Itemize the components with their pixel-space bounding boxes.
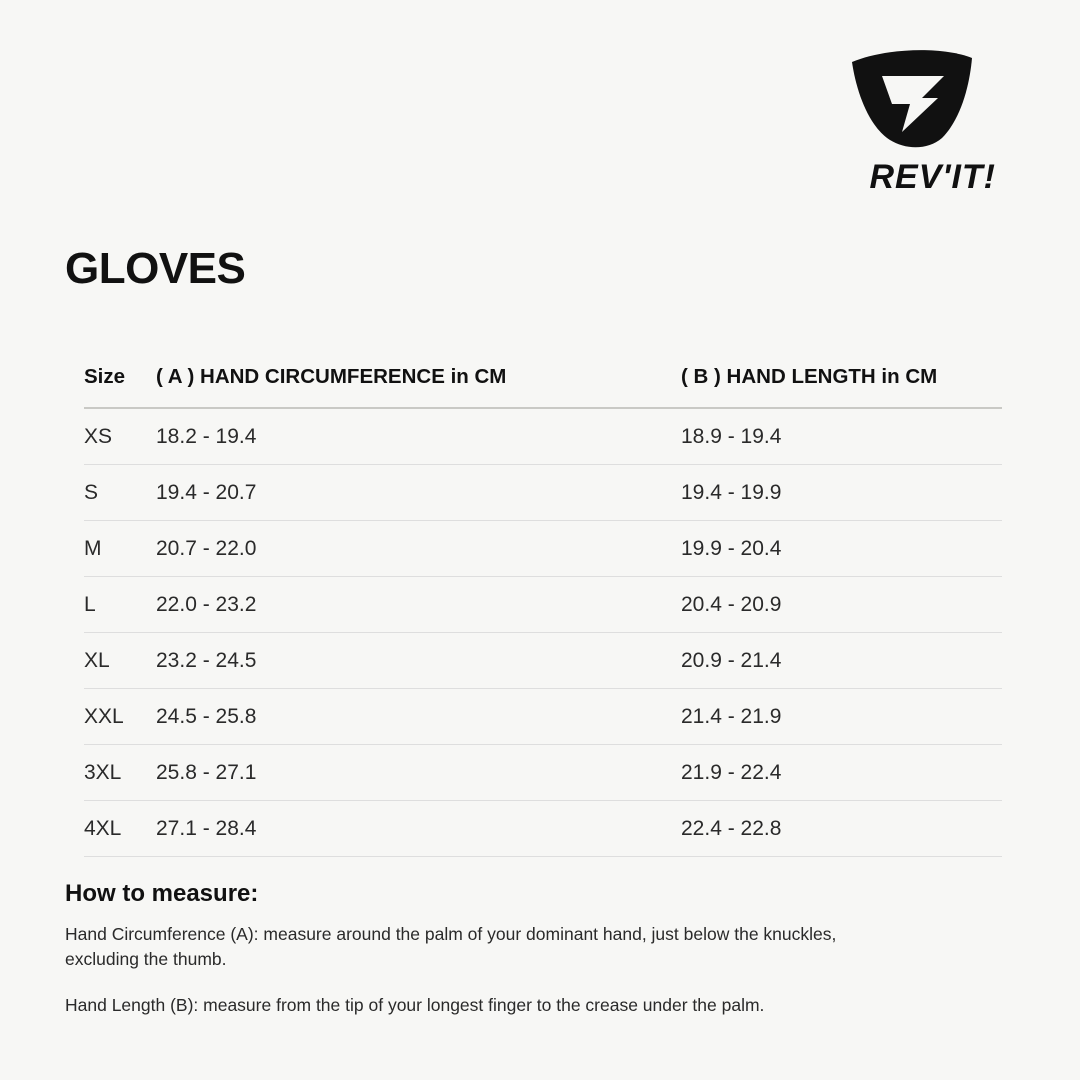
table-row [84,633,1002,689]
cell-size: XL [84,633,156,689]
brand-wordmark: REV'IT! [869,158,996,196]
size-chart-table [84,365,1002,857]
how-to-measure-paragraph-a: Hand Circumference (A): measure around the palm of your dominant hand, just below the knuckles, excluding the thumb. [65,924,837,970]
table-row [84,408,1002,465]
cell-size: M [84,521,156,577]
table-row [84,801,1002,857]
how-to-measure-title: How to measure: [65,880,259,907]
table-body [84,408,1002,857]
table-header-row [84,365,1002,408]
how-to-measure-section [65,880,965,1018]
page-title: GLOVES [65,244,246,293]
cell-circumference: 24.5 - 25.8 [156,689,681,745]
cell-size: 4XL [84,801,156,857]
cell-size: XXL [84,689,156,745]
column-header-size: Size [84,365,156,408]
table-row [84,689,1002,745]
column-header-hand-circumference: ( A ) HAND CIRCUMFERENCE in CM [156,365,681,408]
revit-shield-icon [846,46,978,150]
table-row [84,745,1002,801]
table-row [84,465,1002,521]
table-row [84,521,1002,577]
cell-length: 18.9 - 19.4 [681,408,1002,465]
cell-circumference: 18.2 - 19.4 [156,408,681,465]
cell-circumference: 22.0 - 23.2 [156,577,681,633]
cell-size: XS [84,408,156,465]
how-to-measure-paragraph-b: Hand Length (B): measure from the tip of your longest finger to the crease under the palm. [65,994,765,1015]
cell-length: 20.4 - 20.9 [681,577,1002,633]
cell-circumference: 25.8 - 27.1 [156,745,681,801]
cell-length: 21.9 - 22.4 [681,745,1002,801]
cell-length: 21.4 - 21.9 [681,689,1002,745]
cell-size: L [84,577,156,633]
brand-logo [822,46,1002,197]
column-header-hand-length: ( B ) HAND LENGTH in CM [681,365,1002,408]
cell-length: 20.9 - 21.4 [681,633,1002,689]
cell-circumference: 23.2 - 24.5 [156,633,681,689]
cell-circumference: 20.7 - 22.0 [156,521,681,577]
cell-length: 19.4 - 19.9 [681,465,1002,521]
table-row [84,577,1002,633]
cell-length: 19.9 - 20.4 [681,521,1002,577]
cell-length: 22.4 - 22.8 [681,801,1002,857]
cell-size: 3XL [84,745,156,801]
cell-size: S [84,465,156,521]
cell-circumference: 19.4 - 20.7 [156,465,681,521]
cell-circumference: 27.1 - 28.4 [156,801,681,857]
